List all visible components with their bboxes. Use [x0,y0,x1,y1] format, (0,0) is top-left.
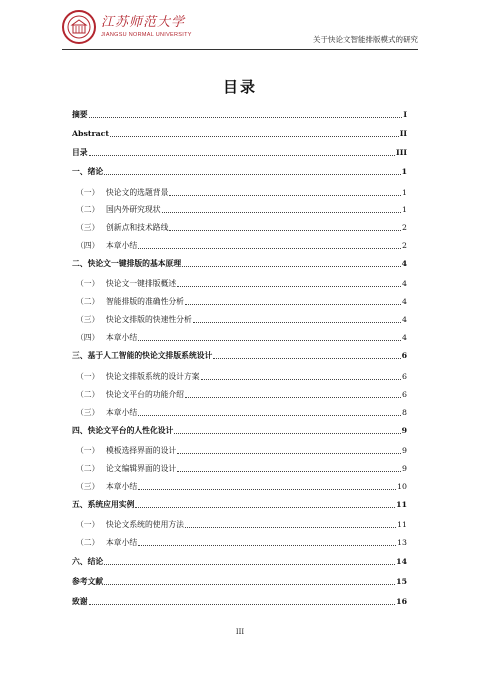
toc-chapter-entry[interactable] [72,127,407,139]
toc-entry-title: 快论文排版系统的设计方案 [106,372,200,381]
toc-entry-page: 4 [402,297,407,306]
toc-entry-title: 本章小结 [106,482,138,491]
toc-entry-page: 8 [402,408,407,417]
toc-entry-page: 2 [402,241,407,250]
toc-entry-number: （二） [76,297,100,306]
toc-entry-page: 10 [397,482,407,491]
toc-entry-title: 本章小结 [106,333,138,342]
toc-dot-leader [169,194,401,196]
toc-entry-page: 9 [402,446,407,455]
toc-section-entry[interactable] [76,295,407,307]
toc-entry-number: （三） [76,315,100,324]
toc-entry-title: 一、绪论 [72,167,104,176]
toc-entry-number: （二） [76,464,100,473]
toc-chapter-entry[interactable] [72,555,407,567]
toc-chapter-entry[interactable] [72,424,407,436]
toc-dot-leader [138,247,401,249]
toc-dot-leader [138,488,396,490]
toc-dot-leader [174,432,400,434]
toc-entry-title: 快论文平台的功能介绍 [106,390,184,399]
toc-entry-number: （三） [76,408,100,417]
toc-dot-leader [162,211,401,213]
university-name-cn: 江苏师范大学 [101,14,186,30]
toc-entry-number: （一） [76,520,100,529]
toc-entry-page: 4 [402,333,407,342]
toc-chapter-entry[interactable] [72,257,407,269]
toc-dot-leader [185,396,401,398]
toc-dot-leader [89,154,395,156]
toc-dot-leader [104,563,395,565]
toc-entry-page: 9 [401,426,407,435]
toc-section-entry[interactable] [76,370,407,382]
page-header [62,10,418,50]
toc-section-entry[interactable] [76,186,407,198]
toc-entry-title: 创新点和技术路线 [106,223,169,232]
toc-entry-title: 摘要 [72,110,88,119]
toc-chapter-entry[interactable] [72,498,407,510]
university-logo [62,10,192,44]
toc-entry-page: 4 [402,279,407,288]
toc-entry-number: （二） [76,538,100,547]
toc-dot-leader [89,116,403,118]
toc-dot-leader [185,303,401,305]
toc-entry-number: （三） [76,223,100,232]
toc-section-entry[interactable] [76,388,407,400]
toc-dot-leader [201,378,401,380]
header-rule [62,49,418,50]
toc-entry-page: 6 [402,390,407,399]
toc-entry-number: （二） [76,205,100,214]
toc-chapter-entry[interactable] [72,165,407,177]
toc-entry-title: 四、快论文平台的人性化设计 [72,426,174,435]
toc-section-entry[interactable] [76,462,407,474]
toc-chapter-entry[interactable] [72,595,407,607]
toc-dot-leader [104,583,395,585]
toc-entry-title: 五、系统应用实例 [72,500,135,509]
toc-entry-title: 快论文的选题背景 [106,188,169,197]
toc-entry-page: 11 [396,500,407,509]
toc-dot-leader [138,544,396,546]
toc-section-entry[interactable] [76,406,407,418]
toc-entry-page: 1 [402,205,407,214]
toc-entry-page: 1 [401,167,407,176]
toc-entry-page: 14 [396,557,407,566]
toc-chapter-entry[interactable] [72,108,407,120]
university-name-en: JIANGSU NORMAL UNIVERSITY [101,31,192,38]
toc-entry-page: 13 [397,538,407,547]
toc-chapter-entry[interactable] [72,146,407,158]
toc-entry-title: 参考文献 [72,577,104,586]
toc-section-entry[interactable] [76,444,407,456]
toc-entry-number: （四） [76,241,100,250]
toc-dot-leader [110,135,399,137]
toc-entry-number: （四） [76,333,100,342]
toc-chapter-entry[interactable] [72,349,407,361]
toc-dot-leader [185,526,396,528]
university-seal-icon [62,10,96,44]
seal-emblem-icon [65,13,93,41]
toc-dot-leader [104,173,400,175]
toc-section-entry[interactable] [76,239,407,251]
toc-entry-page: 4 [402,315,407,324]
toc-dot-leader [177,285,401,287]
toc-entry-title: 本章小结 [106,408,138,417]
toc-entry-title: 本章小结 [106,538,138,547]
toc-entry-page: II [399,129,407,138]
toc-entry-title: 三、基于人工智能的快论文排版系统设计 [72,351,213,360]
toc-entry-title: 六、结论 [72,557,104,566]
toc-entry-title: 目录 [72,148,88,157]
toc-section-entry[interactable] [76,518,407,530]
toc-dot-leader [138,339,401,341]
toc-entry-title: Abstract [72,129,110,138]
toc-section-entry[interactable] [76,536,407,548]
toc-dot-leader [135,506,395,508]
toc-entry-title: 二、快论文一键排版的基本原理 [72,259,182,268]
toc-dot-leader [138,414,401,416]
toc-entry-title: 快论文排版的快速性分析 [106,315,192,324]
toc-entry-number: （一） [76,188,100,197]
toc-entry-page: 15 [396,577,407,586]
toc-entry-page: 16 [396,597,407,606]
toc-chapter-entry[interactable] [72,575,407,587]
toc-dot-leader [89,603,396,605]
toc-section-entry[interactable] [76,313,407,325]
toc-entry-page: I [403,110,407,119]
toc-entry-number: （二） [76,390,100,399]
toc-entry-number: （一） [76,279,100,288]
toc-entry-title: 智能排版的准确性分析 [106,297,184,306]
toc-dot-leader [213,357,400,359]
toc-section-entry[interactable] [76,277,407,289]
toc-entry-page: III [396,148,407,157]
toc-entry-title: 快论文系统的使用方法 [106,520,184,529]
toc-entry-number: （三） [76,482,100,491]
toc-entry-number: （一） [76,446,100,455]
toc-entry-number: （一） [76,372,100,381]
toc-section-entry[interactable] [76,221,407,233]
toc-entry-title: 国内外研究现状 [106,205,161,214]
toc-entry-page: 4 [401,259,407,268]
toc-dot-leader [169,229,401,231]
footer-page-number: III [235,628,245,636]
toc-section-entry[interactable] [76,480,407,492]
running-title: 关于快论文智能排版模式的研究 [313,35,418,44]
toc-entry-title: 本章小结 [106,241,138,250]
toc-entry-page: 1 [402,188,407,197]
toc-dot-leader [193,321,401,323]
toc-section-entry[interactable] [76,203,407,215]
toc-entry-title: 致谢 [72,597,88,606]
toc-dot-leader [182,265,400,267]
toc-section-entry[interactable] [76,331,407,343]
toc-entry-page: 2 [402,223,407,232]
toc-entry-title: 论文编辑界面的设计 [106,464,177,473]
toc-entry-title: 快论文一键排版概述 [106,279,177,288]
toc-dot-leader [177,470,401,472]
toc-entry-page: 9 [402,464,407,473]
toc-entry-page: 11 [397,520,407,529]
toc-dot-leader [177,452,401,454]
toc-entry-page: 6 [402,372,407,381]
toc-entry-title: 模板选择界面的设计 [106,446,177,455]
toc-title: 目录 [222,78,257,96]
toc-entry-page: 6 [401,351,407,360]
